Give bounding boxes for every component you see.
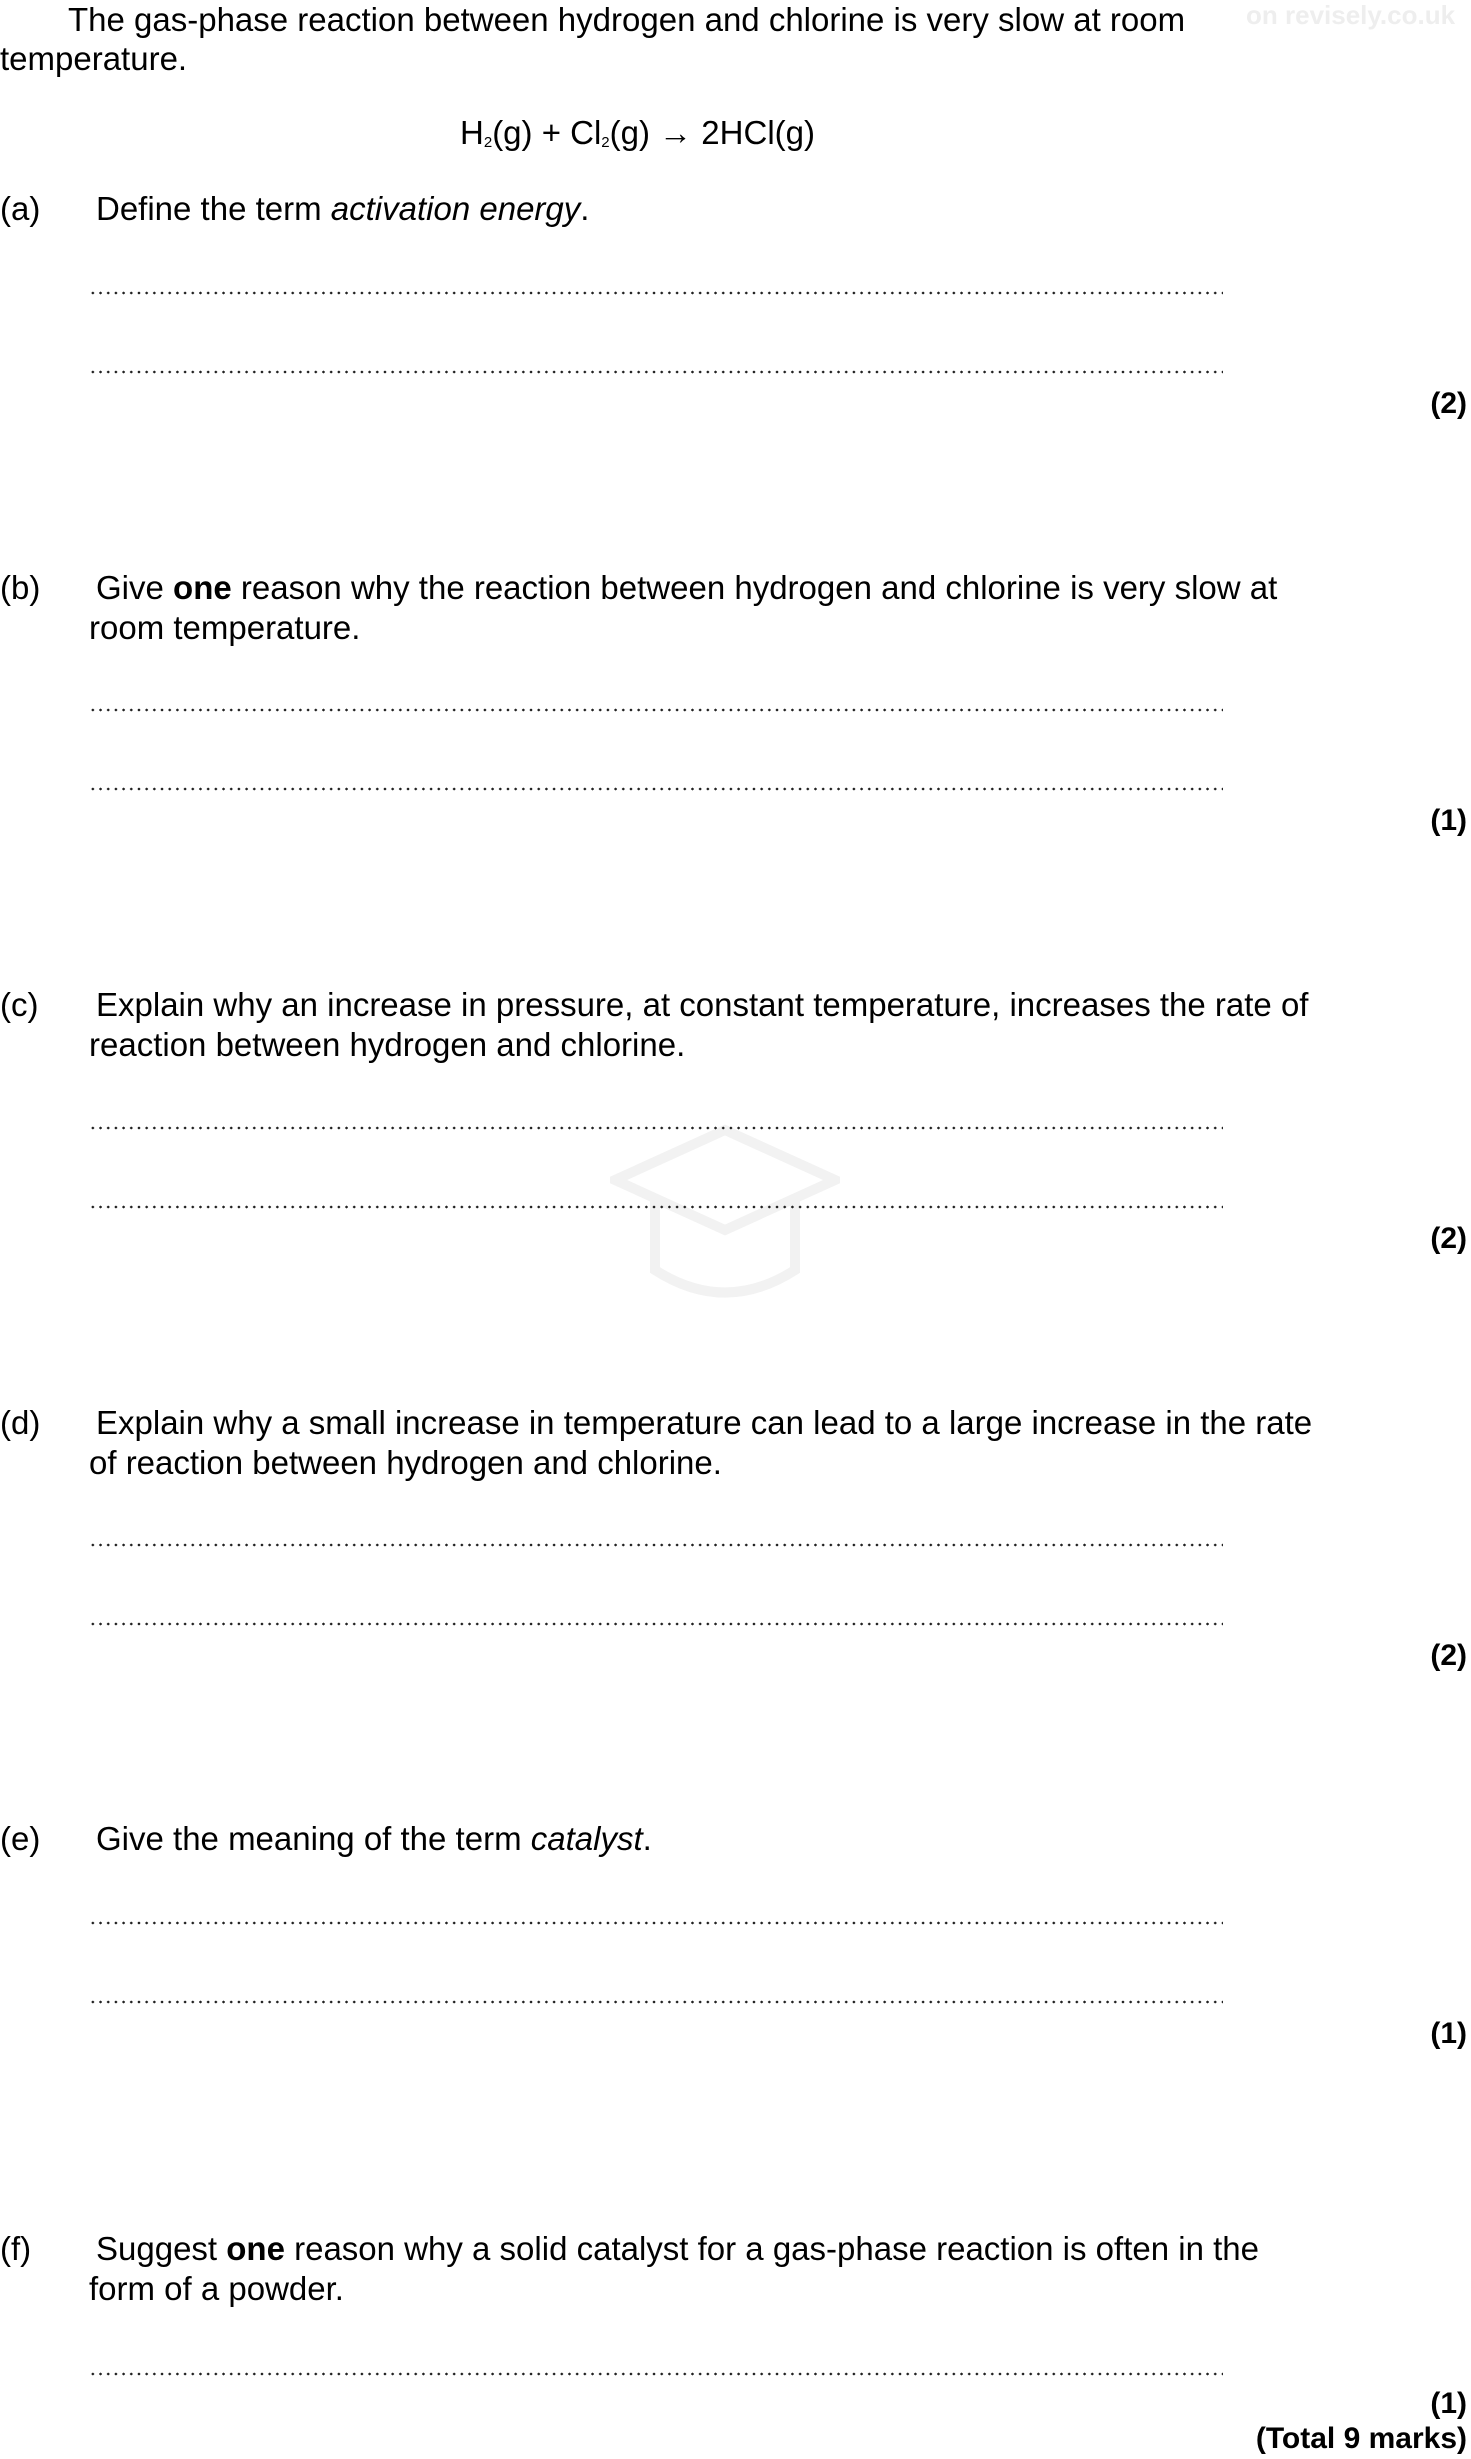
question-text: Give one reason why the reaction between hydrogen and chlorine is very slow at: [96, 569, 1278, 606]
graduation-cap-watermark-icon: [610, 1120, 840, 1320]
question-text: Define the term activation energy.: [96, 190, 590, 227]
marks-label: (1): [1430, 2017, 1467, 2050]
question-label: (d): [0, 1404, 41, 1441]
question-label: (c): [0, 986, 39, 1023]
marks-label: (1): [1430, 804, 1467, 837]
reaction-equation: $H_2(g) + Cl_2(g) \to 2HCl(g)$: [460, 114, 815, 151]
answer-line[interactable]: [89, 1543, 1223, 1547]
question-text-line-2: reaction between hydrogen and chlorine.: [89, 1026, 686, 1063]
marks-label: (2): [1430, 387, 1467, 420]
question-text-line-2: room temperature.: [89, 609, 361, 646]
question-text: Explain why a small increase in temperature can lead to a large increase in the rate: [96, 1404, 1313, 1441]
intro-line-2: temperature.: [0, 40, 188, 77]
answer-line[interactable]: [89, 1126, 1223, 1130]
question-label: (b): [0, 569, 41, 606]
answer-line[interactable]: [89, 291, 1223, 295]
marks-label: (2): [1430, 1639, 1467, 1672]
question-text-line-2: form of a powder.: [89, 2270, 344, 2307]
question-label: (e): [0, 1820, 41, 1857]
answer-line[interactable]: [89, 1622, 1223, 1626]
question-text: Explain why an increase in pressure, at constant temperature, increases the rate of: [96, 986, 1309, 1023]
intro-line-1: The gas-phase reaction between hydrogen and chlorine is very slow at room: [68, 1, 1186, 38]
answer-line[interactable]: [89, 370, 1223, 374]
marks-label: (1): [1430, 2387, 1467, 2420]
question-label: (a): [0, 190, 41, 227]
answer-line[interactable]: [89, 2372, 1223, 2376]
answer-line[interactable]: [89, 787, 1223, 791]
answer-line[interactable]: [89, 1205, 1223, 1209]
answer-line[interactable]: [89, 708, 1223, 712]
question-text: Give the meaning of the term catalyst.: [96, 1820, 652, 1857]
marks-label: (2): [1430, 1222, 1467, 1255]
question-label: (f): [0, 2230, 32, 2267]
question-text-line-2: of reaction between hydrogen and chlorine.: [89, 1444, 722, 1481]
watermark-text: on revisely.co.uk: [1246, 0, 1456, 30]
answer-line[interactable]: [89, 1921, 1223, 1925]
answer-line[interactable]: [89, 2000, 1223, 2004]
question-text: Suggest one reason why a solid catalyst for a gas-phase reaction is often in the: [96, 2230, 1259, 2267]
total-marks: (Total 9 marks): [1255, 2422, 1467, 2455]
